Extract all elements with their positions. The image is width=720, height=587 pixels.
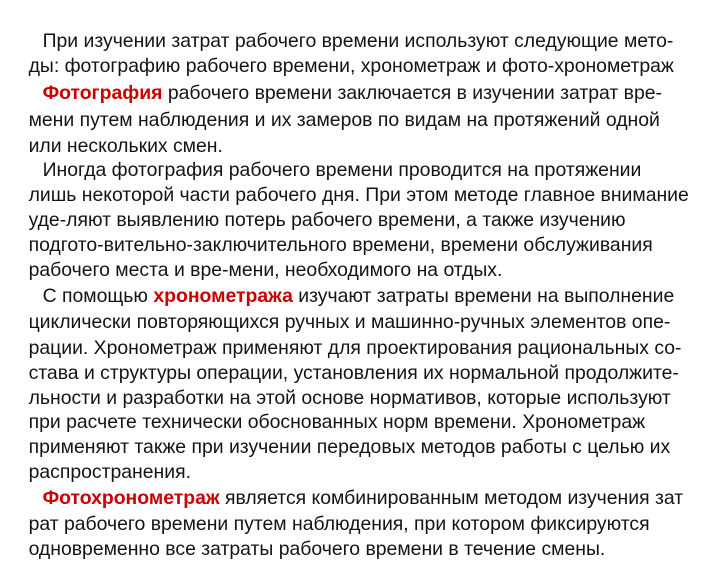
paragraph-5-line-1 (21, 461, 684, 509)
line-text: лишь некоторой части рабочего дня. При этом методе главное внимание (28, 184, 689, 206)
line-text: распространения. (28, 461, 191, 483)
line-text: Иногда фотография рабочего времени проводится на протяжении (42, 159, 642, 181)
line-text: При изучении затрат рабочего времени используют следующие мето- (42, 30, 674, 52)
term-photo-timing: Фотохронометраж (42, 487, 220, 509)
line-text: ды: фотографию рабочего времени, хронометраж и фото-хронометраж (28, 55, 674, 77)
paragraph-4-line-7 (7, 410, 671, 458)
paragraph-4-line-4 (7, 336, 679, 384)
line-text: мени путем наблюдения и их замеров по видам на протяжений одной (28, 109, 660, 131)
line-text: рат рабочего времени путем наблюдения, при котором фиксируются (28, 513, 650, 535)
line-text: изучают затраты времени на выполнение (292, 285, 675, 307)
line-text: рабочего времени заключается в изучении затрат вре- (162, 82, 662, 104)
paragraph-3-line-1 (21, 133, 642, 181)
line-text: циклически повторяющихся ручных и машинно-ручных элементов опе- (28, 311, 671, 333)
paragraph-5-line-3 (7, 512, 606, 560)
line-text: при расчете технически обоснованных норм времени. Хронометраж (28, 411, 646, 433)
term-photography: Фотография (42, 82, 163, 104)
paragraph-4-line-2 (7, 285, 671, 333)
line-text: одновременно все затраты рабочего времени в течение смены. (28, 538, 606, 560)
paragraph-1-line-1 (21, 4, 674, 52)
line-text: льности и разработки на этой основе нормативов, которые используют (28, 387, 671, 409)
paragraph-5-line-2 (7, 487, 650, 535)
term-timing: хронометража (153, 285, 293, 307)
line-text: уде-ляют выявлению потерь рабочего времени, а также изучению (28, 209, 626, 231)
line-text: рабочего места и вре-мени, необходимого на отдых. (28, 259, 503, 281)
paragraph-3-line-2 (7, 158, 689, 206)
paragraph-4-line-5 (7, 361, 671, 409)
line-text: рации. Хронометраж применяют для проектирования рациональных со- (28, 337, 682, 359)
line-text: подгото-вительно-заключительного времени, времени обслуживания (28, 234, 653, 256)
paragraph-2-line-1 (21, 56, 662, 104)
paragraph-4-line-6 (7, 385, 646, 433)
paragraph-3-line-5 (7, 233, 503, 281)
paragraph-2-line-3 (7, 109, 223, 157)
line-text: С помощью (42, 285, 154, 307)
paragraph-4-line-8 (7, 435, 191, 483)
line-text: является комбинированным методом изучения зат (219, 487, 684, 509)
paragraph-4-line-1 (21, 259, 675, 307)
paragraph-1-line-2 (7, 29, 674, 77)
paragraph-4-line-3 (7, 311, 682, 359)
line-text: става и структуры операции, установления их нормальной продолжите- (28, 362, 679, 384)
line-text: или нескольких смен. (28, 135, 223, 157)
paragraph-3-line-3 (7, 183, 626, 231)
paragraph-3-line-4 (7, 208, 653, 256)
line-text: применяют также при изучении передовых методов работы с целью их (28, 436, 671, 458)
paragraph-2-line-2 (7, 83, 660, 131)
